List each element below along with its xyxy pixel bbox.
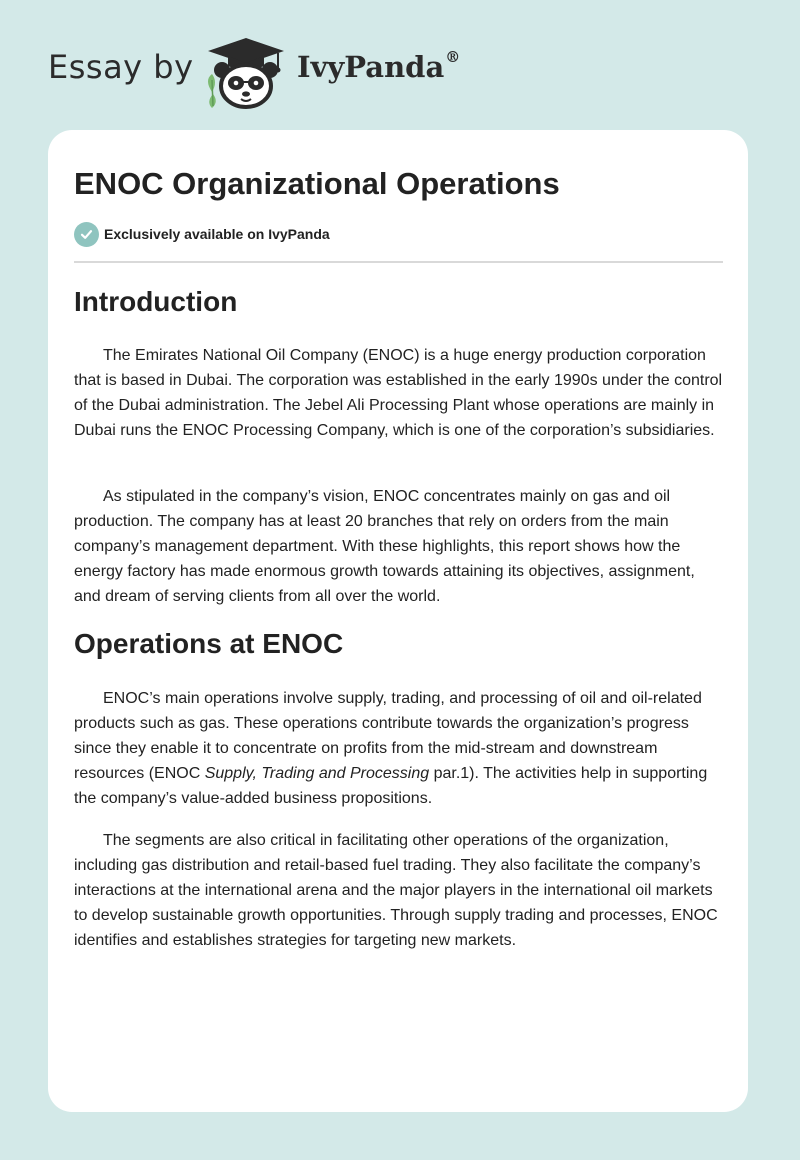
brand-label: IvyPanda [297,50,445,84]
paragraph: The Emirates National Oil Company (ENOC) is a huge energy production corporation that is based in Dubai. The corporation was established in the early 1990s under the control of the Dubai administration. The Jebel Ali Processing Plant whose operations are mainly in Dubai runs the ENOC Processing Company, which is one of the corporation’s subsidiaries. [74,347,723,439]
badge-label: Exclusively available on IvyPanda [104,226,330,242]
essay-by-label: Essay by [48,48,194,86]
title-divider [74,261,723,263]
paragraph: The segments are also critical in facilitating other operations of the organization, including gas distribution and retail-based fuel trading. They also facilitate the company’s interactions at the international arena and the major players in the international oil markets to develop sustainable growth opportunities. Through supply trading and processes, ENOC identifies and establishes strategies for targeting new markets. [74,832,718,949]
paragraph-with-citation [74,686,723,811]
paragraph: As stipulated in the company’s vision, ENOC concentrates mainly on gas and oil production. The company has at least 20 branches that rely on orders from the main company’s management department. With these highlights, this report shows how the energy factory has made enormous growth towards attaining its objectives, assignment, and dream of serving clients from all over the world. [74,488,695,605]
citation-title: Supply, Trading and Processing [204,765,430,782]
brand-name[interactable] [297,50,460,84]
essay-card [48,130,748,1112]
exclusive-badge [74,221,330,247]
check-circle-icon [74,222,99,247]
panda-logo-icon[interactable] [198,34,294,110]
paragraph-text: ENOC’s main operations involve supply, trading, and processing of oil and oil-related products such as gas. These operations contribute towards the organization’s progress since they enable it to concentrate on profits from the mid-stream and downstream resources (ENOC [74,690,702,782]
paragraph-text: par.1). The activities help in supporting the company’s value-added business propositions. [74,765,708,807]
essay-title: ENOC Organizational Operations [74,166,560,201]
section-heading-operations: Operations at ENOC [74,628,344,659]
site-header [0,0,800,130]
section-heading-introduction: Introduction [74,286,238,317]
registered-mark: ® [445,48,461,67]
